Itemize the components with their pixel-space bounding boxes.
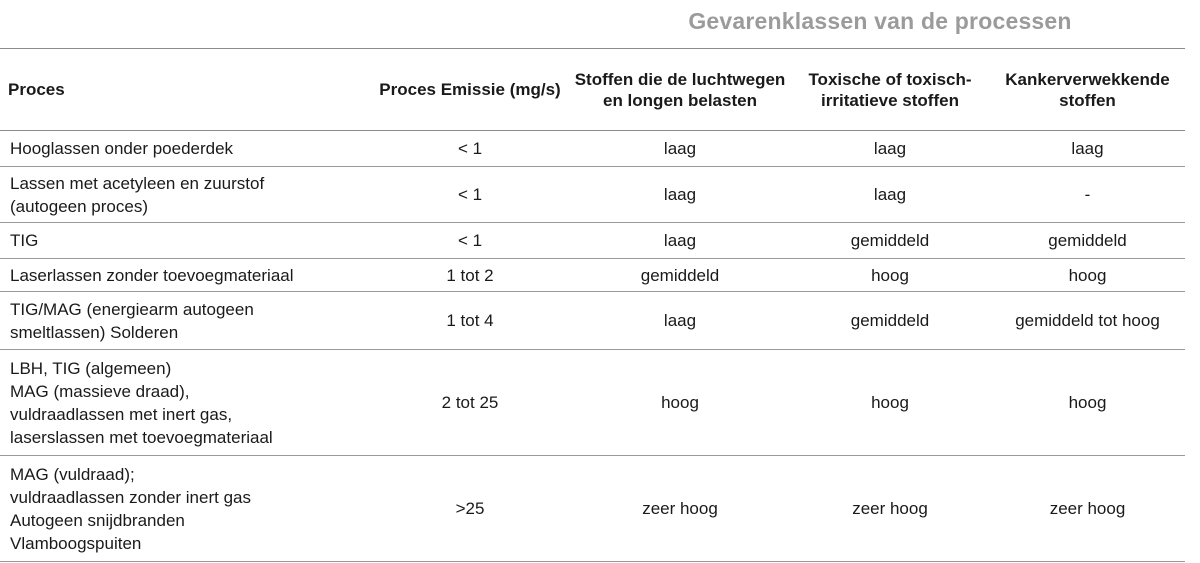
cell-emissie: < 1	[370, 223, 570, 259]
cell-luchtwegen: laag	[570, 223, 790, 259]
cell-toxisch: gemiddeld	[790, 223, 990, 259]
cell-toxisch: hoog	[790, 350, 990, 456]
cell-proces: Lassen met acetyleen en zuurstof (autogeen proces)	[0, 167, 370, 223]
table-row	[0, 167, 1185, 223]
cell-kanker: hoog	[990, 350, 1185, 456]
cell-luchtwegen: laag	[570, 292, 790, 350]
cell-kanker: gemiddeld tot hoog	[990, 292, 1185, 350]
cell-proces: LBH, TIG (algemeen) MAG (massieve draad), vuldraadlassen met inert gas, laserslassen met toevoegmateriaal	[0, 350, 370, 456]
cell-toxisch: zeer hoog	[790, 456, 990, 562]
cell-toxisch: gemiddeld	[790, 292, 990, 350]
table-row	[0, 350, 1185, 456]
cell-proces: Laserlassen zonder toevoegmateriaal	[0, 259, 370, 292]
table-row	[0, 259, 1185, 292]
header-proces: Proces	[0, 49, 370, 131]
cell-luchtwegen: laag	[570, 131, 790, 167]
cell-luchtwegen: gemiddeld	[570, 259, 790, 292]
table-row	[0, 456, 1185, 562]
cell-emissie: < 1	[370, 167, 570, 223]
cell-toxisch: laag	[790, 131, 990, 167]
table-row	[0, 223, 1185, 259]
cell-emissie: 2 tot 25	[370, 350, 570, 456]
cell-luchtwegen: zeer hoog	[570, 456, 790, 562]
cell-kanker: hoog	[990, 259, 1185, 292]
table-row	[0, 131, 1185, 167]
header-luchtwegen: Stoffen die de luchtwegen en longen belasten	[570, 49, 790, 131]
cell-luchtwegen: laag	[570, 167, 790, 223]
cell-proces: Hooglassen onder poederdek	[0, 131, 370, 167]
cell-kanker: laag	[990, 131, 1185, 167]
cell-kanker: gemiddeld	[990, 223, 1185, 259]
table-row	[0, 292, 1185, 350]
cell-toxisch: laag	[790, 167, 990, 223]
header-row	[0, 49, 1185, 131]
cell-kanker: -	[990, 167, 1185, 223]
cell-kanker: zeer hoog	[990, 456, 1185, 562]
cell-emissie: 1 tot 4	[370, 292, 570, 350]
cell-luchtwegen: hoog	[570, 350, 790, 456]
hazard-class-table	[0, 48, 1185, 562]
group-title: Gevarenklassen van de processen	[688, 8, 1072, 34]
cell-proces: TIG	[0, 223, 370, 259]
cell-proces: MAG (vuldraad); vuldraadlassen zonder inert gas Autogeen snijdbranden Vlamboogspuiten	[0, 456, 370, 562]
cell-toxisch: hoog	[790, 259, 990, 292]
cell-proces: TIG/MAG (energiearm autogeen smeltlassen) Solderen	[0, 292, 370, 350]
cell-emissie: >25	[370, 456, 570, 562]
cell-emissie: < 1	[370, 131, 570, 167]
header-toxisch: Toxische of toxisch-irritatieve stoffen	[790, 49, 990, 131]
header-emissie: Proces Emissie (mg/s)	[370, 49, 570, 131]
cell-emissie: 1 tot 2	[370, 259, 570, 292]
header-kanker: Kankerverwekkende stoffen	[990, 49, 1185, 131]
